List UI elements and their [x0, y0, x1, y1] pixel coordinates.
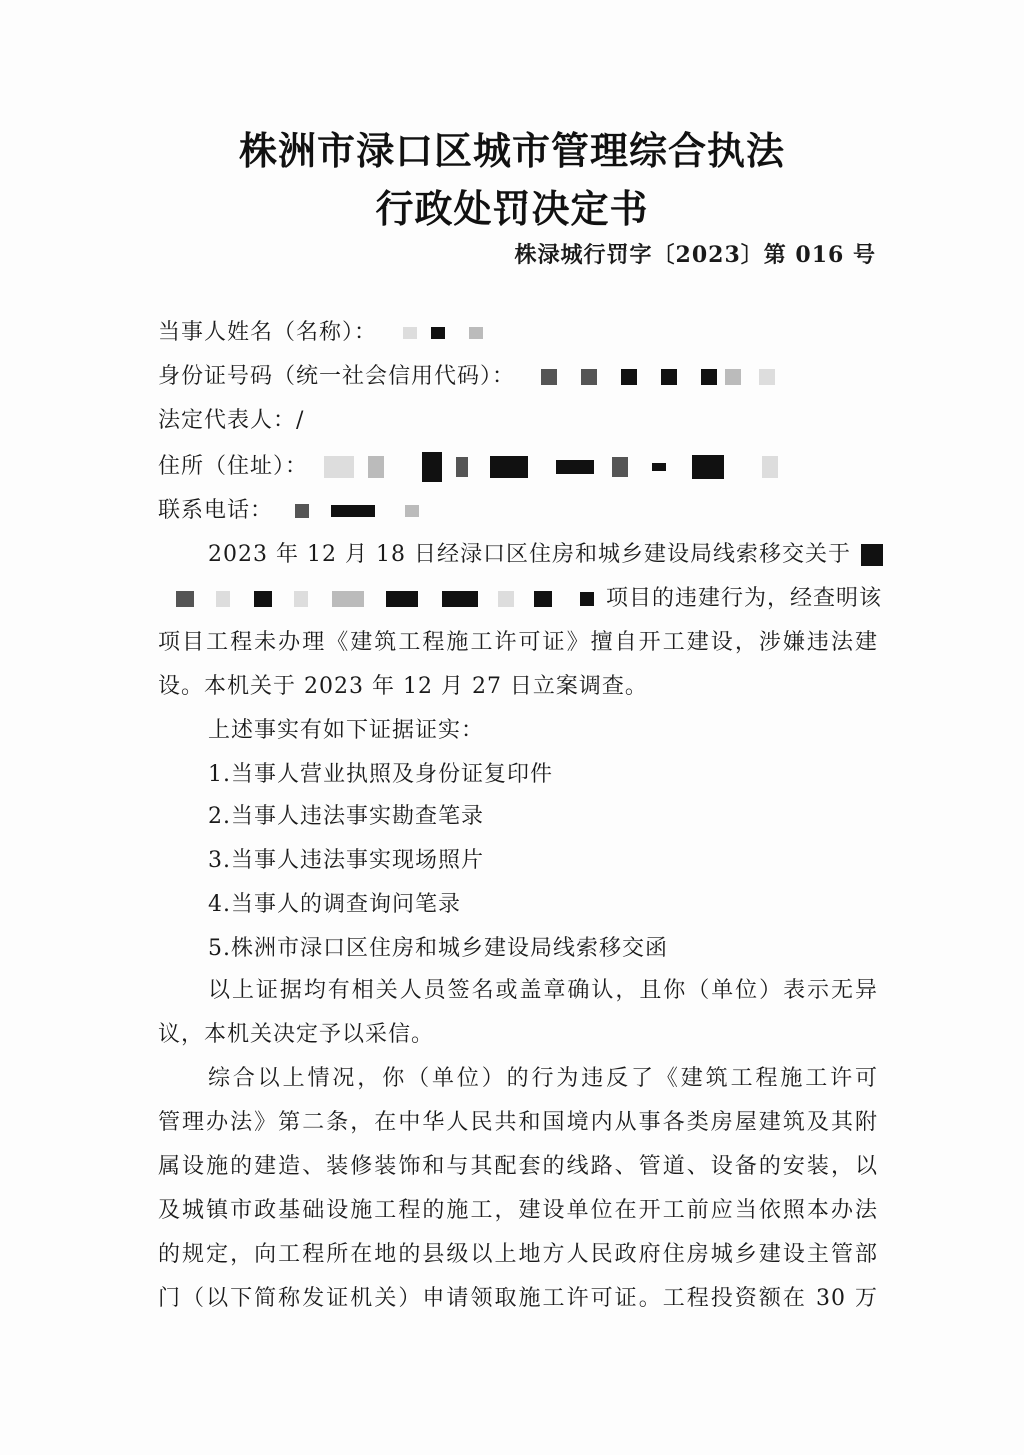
redaction-mark [368, 456, 384, 478]
paragraph1-line2-text: 项目的违建行为，经查明该 [606, 586, 883, 611]
redaction-mark [556, 460, 594, 474]
paragraph2-line1: 以上证据均有相关人员签名或盖章确认，且你（单位）表示无异 [208, 978, 878, 1003]
redaction-mark [701, 369, 717, 385]
paragraph3-line1: 综合以上情况，你（单位）的行为违反了《建筑工程施工许可 [208, 1066, 878, 1091]
document-title-line1: 株洲市渌口区城市管理综合执法 [238, 129, 785, 173]
party-name-row [158, 318, 878, 348]
paragraph1-line1 [208, 540, 878, 570]
redaction-mark [442, 591, 478, 607]
redaction-mark [431, 327, 445, 339]
redaction-mark [386, 591, 418, 607]
redaction-mark [490, 456, 528, 478]
redaction-mark [176, 591, 194, 607]
party-name-label: 当事人姓名（名称）： [158, 320, 378, 345]
redaction-mark [725, 369, 741, 385]
party-phone-label: 联系电话： [158, 498, 274, 523]
redaction-mark [498, 591, 514, 607]
paragraph2-line2: 议，本机关决定予以采信。 [158, 1022, 435, 1047]
redaction-mark [254, 591, 272, 607]
redaction-mark [541, 369, 557, 385]
redaction-mark [422, 452, 442, 482]
evidence-item-4: 4.当事人的调查询问笔录 [208, 892, 461, 917]
redaction-mark [469, 327, 483, 339]
evidence-item-3: 3.当事人违法事实现场照片 [208, 848, 484, 873]
paragraph1-line2 [158, 584, 883, 614]
redaction-mark [534, 591, 552, 607]
paragraph3-line5: 的规定，向工程所在地的县级以上地方人民政府住房城乡建设主管部 [158, 1242, 878, 1267]
redaction-mark [612, 457, 628, 477]
paragraph3-line3: 属设施的建造、装修装饰和与其配套的线路、管道、设备的安装，以 [158, 1154, 878, 1179]
redaction-mark [759, 369, 775, 385]
document-number: 株渌城行罚字〔2023〕第 016 号 [514, 242, 876, 268]
redaction-mark [581, 369, 597, 385]
document-title-line2: 行政处罚决定书 [375, 187, 649, 231]
evidence-item-1: 1.当事人营业执照及身份证复印件 [208, 762, 553, 787]
paragraph1-line1-text: 2023 年 12 月 18 日经渌口区住房和城乡建设局线索移交关于 [208, 542, 851, 567]
legal-rep-value: / [296, 408, 305, 433]
redaction-mark [456, 457, 468, 477]
paragraph1-line4: 设。本机关于 2023 年 12 月 27 日立案调查。 [158, 674, 648, 699]
redaction-mark [692, 455, 724, 479]
redaction-mark [762, 456, 778, 478]
party-address-row [158, 452, 878, 482]
redaction-mark [621, 369, 637, 385]
party-address-label: 住所（住址）： [158, 454, 309, 479]
redaction-mark [324, 456, 354, 478]
evidence-item-2: 2.当事人违法事实勘查笔录 [208, 804, 484, 829]
redaction-mark [661, 369, 677, 385]
redaction-mark [331, 505, 375, 517]
evidence-item-5: 5.株洲市渌口区住房和城乡建设局线索移交函 [208, 936, 668, 961]
redaction-mark [403, 327, 417, 339]
paragraph1-line3: 项目工程未办理《建筑工程施工许可证》擅自开工建设，涉嫌违法建 [158, 630, 878, 655]
redaction-mark [580, 592, 594, 606]
redaction-mark [405, 505, 419, 517]
paragraph3-line6: 门（以下简称发证机关）申请领取施工许可证。工程投资额在 30 万 [158, 1286, 878, 1311]
redaction-mark [294, 591, 308, 607]
paragraph3-line4: 及城镇市政基础设施工程的施工，建设单位在开工前应当依照本办法 [158, 1198, 878, 1223]
evidence-intro: 上述事实有如下证据证实： [208, 718, 485, 743]
paragraph3-line2: 管理办法》第二条，在中华人民共和国境内从事各类房屋建筑及其附 [158, 1110, 878, 1135]
redaction-mark [332, 591, 364, 607]
redaction-mark [295, 504, 309, 518]
redaction-mark [861, 544, 883, 566]
redaction-mark [216, 591, 230, 607]
legal-rep-label: 法定代表人： [158, 408, 297, 433]
legal-rep-row [158, 406, 878, 436]
party-id-label: 身份证号码（统一社会信用代码）： [158, 364, 516, 389]
party-id-row [158, 362, 878, 392]
redaction-mark [652, 463, 666, 471]
party-phone-row [158, 496, 878, 526]
